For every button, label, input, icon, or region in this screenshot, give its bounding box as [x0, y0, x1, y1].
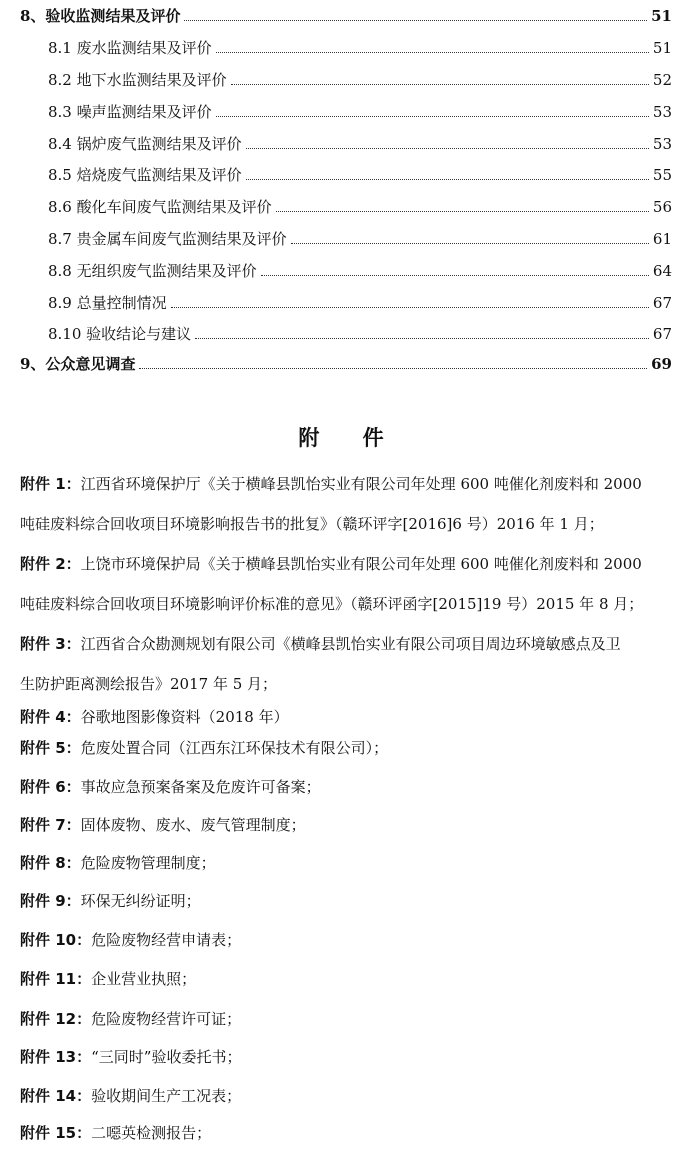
toc-entry-page: 64 [652, 262, 672, 280]
toc-entry-title: 8.6 酸化车间废气监测结果及评价 [48, 198, 272, 216]
toc-entry-page: 67 [652, 294, 672, 312]
toc-entry-page: 51 [652, 39, 672, 57]
attachment-line [20, 672, 277, 696]
attachment-text: “三同时”验收委托书； [91, 1048, 242, 1066]
toc-leader-dots [291, 242, 649, 244]
attachment-line [20, 1121, 211, 1145]
toc-entry-page: 52 [652, 71, 672, 89]
toc-entry-title: 8.7 贵金属车间废气监测结果及评价 [48, 230, 287, 248]
toc-leader-dots [246, 147, 649, 149]
attachment-label: 附件 9： [20, 892, 81, 910]
toc-entry-title: 8.5 焙烧废气监测结果及评价 [48, 166, 242, 184]
attachment-label: 附件 11： [20, 970, 92, 988]
toc-entry[interactable] [20, 2, 672, 26]
toc-entry-title: 8.1 废水监测结果及评价 [48, 39, 212, 57]
attachment-text: 事故应急预案备案及危废许可备案； [80, 778, 321, 796]
toc-entry[interactable] [48, 193, 672, 217]
attachment-text: 危险废物经营申请表； [91, 931, 242, 949]
toc-entry-page: 53 [652, 103, 672, 121]
attachment-line [20, 472, 642, 496]
attachment-label: 附件 7： [20, 816, 81, 834]
toc-entry-page: 61 [652, 230, 672, 248]
toc-entry[interactable] [48, 257, 672, 281]
attachment-text: 危险废物经营许可证； [91, 1010, 242, 1028]
toc-entry-page: 51 [651, 7, 672, 25]
attachment-line [20, 851, 216, 875]
toc-entry[interactable] [48, 98, 672, 122]
attachment-line [20, 552, 642, 576]
attachments-heading: 附 件 [298, 426, 402, 450]
toc-entry-page: 53 [652, 135, 672, 153]
attachment-label: 附件 4： [20, 708, 81, 726]
attachment-label: 附件 5： [20, 739, 81, 757]
attachment-line [20, 1007, 241, 1031]
toc-leader-dots [276, 210, 649, 212]
toc-entry-title: 8.2 地下水监测结果及评价 [48, 71, 227, 89]
toc-entry[interactable] [48, 225, 672, 249]
attachment-text: 危废处置合同（江西东江环保技术有限公司）； [80, 739, 389, 757]
attachment-text: 吨硅废料综合回收项目环境影响报告书的批复》（赣环评字[2016]6 号）2016 年 1 月； [20, 515, 604, 533]
attachment-line [20, 632, 621, 656]
attachment-line [20, 705, 289, 729]
attachment-label: 附件 13： [20, 1048, 92, 1066]
toc-entry-title: 8.3 噪声监测结果及评价 [48, 103, 212, 121]
toc-entry[interactable] [20, 350, 672, 374]
attachment-label: 附件 1： [20, 475, 81, 493]
toc-entry-title: 8.10 验收结论与建议 [48, 325, 192, 343]
attachment-label: 附件 2： [20, 555, 81, 573]
attachment-line [20, 928, 241, 952]
attachment-label: 附件 3： [20, 635, 81, 653]
toc-entry[interactable] [48, 289, 672, 313]
attachment-label: 附件 8： [20, 854, 81, 872]
toc-entry[interactable] [48, 66, 672, 90]
toc-leader-dots [184, 19, 647, 21]
toc-entry-page: 55 [652, 166, 672, 184]
toc-entry[interactable] [48, 320, 672, 344]
attachment-line [20, 1084, 241, 1108]
toc-leader-dots [216, 115, 649, 117]
attachment-label: 附件 14： [20, 1087, 92, 1105]
toc-leader-dots [171, 306, 649, 308]
attachment-text: 上饶市环境保护局《关于横峰县凯怡实业有限公司年处理 600 吨催化剂废料和 2000 [80, 555, 642, 573]
toc-entry[interactable] [48, 161, 672, 185]
toc-entry-title: 8.4 锅炉废气监测结果及评价 [48, 135, 242, 153]
attachment-text: 企业营业执照； [91, 970, 197, 988]
toc-entry-title: 8、验收监测结果及评价 [20, 7, 181, 25]
toc-entry[interactable] [48, 34, 672, 58]
toc-leader-dots [246, 178, 649, 180]
attachment-line [20, 592, 643, 616]
attachment-text: 二噁英检测报告； [91, 1124, 212, 1142]
attachment-label: 附件 15： [20, 1124, 92, 1142]
toc-entry-page: 69 [651, 355, 672, 373]
attachment-label: 附件 12： [20, 1010, 92, 1028]
attachment-text: 生防护距离测绘报告》2017 年 5 月； [20, 675, 278, 693]
toc-leader-dots [231, 83, 649, 85]
attachment-line [20, 967, 196, 991]
toc-leader-dots [139, 367, 647, 369]
toc-entry-page: 56 [652, 198, 672, 216]
toc-entry[interactable] [48, 130, 672, 154]
toc-entry-title: 8.9 总量控制情况 [48, 294, 167, 312]
toc-entry-title: 8.8 无组织废气监测结果及评价 [48, 262, 257, 280]
attachment-label: 附件 10： [20, 931, 92, 949]
attachment-label: 附件 6： [20, 778, 81, 796]
toc-entry-page: 67 [652, 325, 672, 343]
attachment-line [20, 889, 201, 913]
attachment-line [20, 736, 388, 760]
attachment-text: 吨硅废料综合回收项目环境影响评价标准的意见》（赣环评函字[2015]19 号）2015 年 8 月； [20, 595, 644, 613]
attachment-line [20, 813, 306, 837]
attachment-text: 谷歌地图影像资料（2018 年） [80, 708, 289, 726]
attachment-text: 验收期间生产工况表； [91, 1087, 242, 1105]
toc-leader-dots [195, 337, 649, 339]
attachment-text: 固体废物、废水、废气管理制度； [80, 816, 306, 834]
toc-leader-dots [261, 274, 649, 276]
attachment-text: 环保无纠纷证明； [80, 892, 201, 910]
attachment-text: 江西省环境保护厅《关于横峰县凯怡实业有限公司年处理 600 吨催化剂废料和 2000 [80, 475, 642, 493]
toc-entry-title: 9、公众意见调查 [20, 355, 136, 373]
attachment-line [20, 512, 604, 536]
attachment-line [20, 1045, 241, 1069]
attachment-line [20, 775, 321, 799]
toc-leader-dots [216, 51, 649, 53]
attachment-text: 危险废物管理制度； [80, 854, 216, 872]
attachment-text: 江西省合众勘测规划有限公司《横峰县凯怡实业有限公司项目周边环境敏感点及卫 [80, 635, 621, 653]
